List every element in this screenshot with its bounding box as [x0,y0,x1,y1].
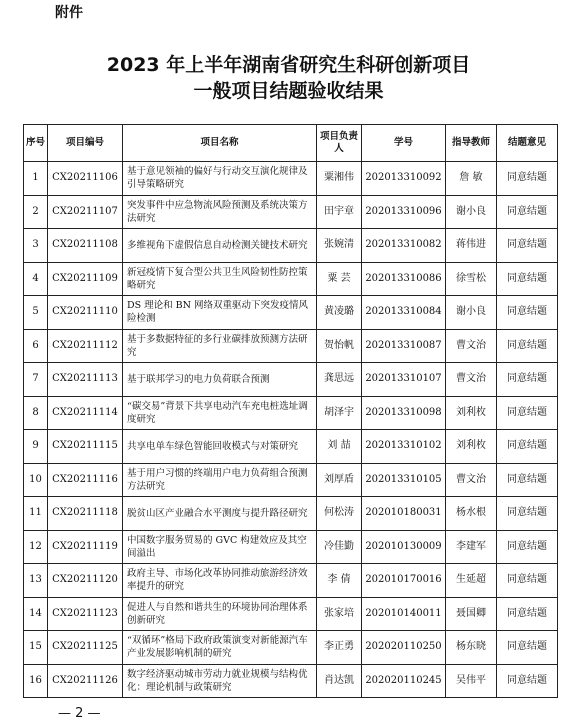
cell-seq: 13 [24,564,48,598]
cell-project-name: 共享电单车绿色智能回收模式与对策研究 [123,430,317,464]
cell-project-name: 脱贫山区产业融合水平测度与提升路径研究 [123,497,317,531]
header-project-code: 项目编号 [48,125,123,162]
cell-opinion: 同意结题 [497,631,558,665]
cell-project-code: CX20211115 [48,430,123,464]
cell-project-name: 政府主导、市场化改革协同推动旅游经济效率提升的研究 [123,564,317,598]
cell-project-code: CX20211118 [48,497,123,531]
table-row [24,396,558,430]
cell-student-id: 202010180031 [362,497,446,531]
cell-advisor: 詹 敏 [446,162,497,196]
cell-project-leader: 黄凌璐 [317,296,362,330]
cell-student-id: 202013310082 [362,229,446,263]
cell-project-leader: 田宇章 [317,195,362,229]
cell-advisor: 李建军 [446,530,497,564]
header-project-leader: 项目负责人 [317,125,362,162]
cell-advisor: 杨水根 [446,497,497,531]
cell-opinion: 同意结题 [497,664,558,698]
cell-advisor: 刘利枚 [446,430,497,464]
cell-opinion: 同意结题 [497,530,558,564]
cell-project-name: 促进人与自然和谐共生的环境协同治理体系创新研究 [123,597,317,631]
table-row [24,229,558,263]
cell-advisor: 曹文治 [446,463,497,497]
cell-project-name: 基于用户习惯的终端用户电力负荷组合预测方法研究 [123,463,317,497]
table-row [24,430,558,464]
cell-student-id: 202020110250 [362,631,446,665]
cell-project-leader: 张家培 [317,597,362,631]
cell-project-name: 基于联邦学习的电力负荷联合预测 [123,363,317,397]
table-header-row [24,125,558,162]
cell-project-leader: 粟 芸 [317,262,362,296]
cell-project-leader: 李正勇 [317,631,362,665]
cell-opinion: 同意结题 [497,162,558,196]
page-number: — 2 — [58,706,101,721]
cell-project-leader: 胡泽宇 [317,396,362,430]
cell-project-code: CX20211114 [48,396,123,430]
cell-seq: 7 [24,363,48,397]
table-row [24,564,558,598]
cell-seq: 2 [24,195,48,229]
cell-project-name: “双循环”格局下政府政策演变对新能源汽车产业发展影响机制的研究 [123,631,317,665]
cell-project-leader: 李 倩 [317,564,362,598]
cell-opinion: 同意结题 [497,296,558,330]
cell-advisor: 徐雪松 [446,262,497,296]
cell-advisor: 谢小良 [446,296,497,330]
cell-project-code: CX20211125 [48,631,123,665]
cell-opinion: 同意结题 [497,262,558,296]
cell-project-code: CX20211116 [48,463,123,497]
cell-seq: 14 [24,597,48,631]
cell-opinion: 同意结题 [497,396,558,430]
cell-opinion: 同意结题 [497,597,558,631]
cell-project-leader: 粟湘伟 [317,162,362,196]
cell-advisor: 蒋伟进 [446,229,497,263]
table-row [24,664,558,698]
cell-opinion: 同意结题 [497,463,558,497]
cell-advisor: 谢小良 [446,195,497,229]
cell-project-code: CX20211126 [48,664,123,698]
cell-project-code: CX20211108 [48,229,123,263]
cell-opinion: 同意结题 [497,329,558,363]
cell-project-name: DS 理论和 BN 网络双重驱动下突发疫情风险检测 [123,296,317,330]
cell-seq: 9 [24,430,48,464]
cell-advisor: 聂国卿 [446,597,497,631]
cell-seq: 15 [24,631,48,665]
cell-student-id: 202013310086 [362,262,446,296]
cell-project-leader: 肖达凯 [317,664,362,698]
cell-student-id: 202013310107 [362,363,446,397]
cell-project-code: CX20211110 [48,296,123,330]
cell-seq: 11 [24,497,48,531]
cell-advisor: 刘利枚 [446,396,497,430]
cell-seq: 8 [24,396,48,430]
cell-student-id: 202010140011 [362,597,446,631]
cell-project-leader: 刘 喆 [317,430,362,464]
cell-opinion: 同意结题 [497,497,558,531]
cell-seq: 10 [24,463,48,497]
cell-seq: 6 [24,329,48,363]
cell-advisor: 曹文治 [446,329,497,363]
header-project-name: 项目名称 [123,125,317,162]
header-opinion: 结题意见 [497,125,558,162]
cell-student-id: 202013310105 [362,463,446,497]
cell-student-id: 202010170016 [362,564,446,598]
cell-project-name: 数字经济驱动城市劳动力就业规模与结构优化：理论机制与政策研究 [123,664,317,698]
cell-opinion: 同意结题 [497,229,558,263]
cell-project-name: 基于意见领袖的偏好与行动交互演化规律及引导策略研究 [123,162,317,196]
cell-project-name: 多维视角下虚假信息自动检测关键技术研究 [123,229,317,263]
cell-project-leader: 何松涛 [317,497,362,531]
cell-student-id: 202013310098 [362,396,446,430]
cell-project-name: 突发事件中应急物流风险预测及系统决策方法研究 [123,195,317,229]
cell-project-name: 基于多数据特征的多行业碳排放预测方法研究 [123,329,317,363]
cell-seq: 16 [24,664,48,698]
table-body [24,162,558,698]
cell-student-id: 202013310092 [362,162,446,196]
cell-advisor: 吴伟平 [446,664,497,698]
cell-project-code: CX20211107 [48,195,123,229]
cell-project-leader: 张婉清 [317,229,362,263]
cell-opinion: 同意结题 [497,363,558,397]
header-advisor: 指导教师 [446,125,497,162]
cell-student-id: 202013310087 [362,329,446,363]
cell-student-id: 202010130009 [362,530,446,564]
cell-seq: 5 [24,296,48,330]
cell-project-leader: 刘厚盾 [317,463,362,497]
header-student-id: 学号 [362,125,446,162]
table-row [24,363,558,397]
cell-opinion: 同意结题 [497,564,558,598]
cell-seq: 12 [24,530,48,564]
cell-project-code: CX20211119 [48,530,123,564]
cell-student-id: 202013310084 [362,296,446,330]
cell-advisor: 杨东晓 [446,631,497,665]
table-row [24,631,558,665]
cell-project-code: CX20211123 [48,597,123,631]
cell-student-id: 202013310102 [362,430,446,464]
cell-opinion: 同意结题 [497,430,558,464]
cell-opinion: 同意结题 [497,195,558,229]
table-row [24,497,558,531]
cell-project-leader: 龚思远 [317,363,362,397]
header-seq: 序号 [24,125,48,162]
table-row [24,530,558,564]
document-title-line2: 一般项目结题验收结果 [193,80,384,102]
table-row [24,195,558,229]
cell-seq: 4 [24,262,48,296]
cell-project-name: 中国数字服务贸易的 GVC 构建效应及其空间溢出 [123,530,317,564]
cell-advisor: 生延超 [446,564,497,598]
table-row [24,162,558,196]
table-row [24,262,558,296]
cell-project-code: CX20211109 [48,262,123,296]
cell-project-code: CX20211120 [48,564,123,598]
results-table [23,124,558,698]
attachment-label: 附件 [55,5,83,21]
cell-project-code: CX20211106 [48,162,123,196]
cell-project-name: “碳交易”背景下共享电动汽车充电桩选址调度研究 [123,396,317,430]
cell-student-id: 202020110245 [362,664,446,698]
cell-project-name: 新冠疫情下复合型公共卫生风险韧性防控策略研究 [123,262,317,296]
table-row [24,329,558,363]
cell-project-leader: 冷佳勤 [317,530,362,564]
cell-student-id: 202013310096 [362,195,446,229]
cell-project-code: CX20211113 [48,363,123,397]
cell-seq: 1 [24,162,48,196]
document-title-line1: 2023 年上半年湖南省研究生科研创新项目 [106,54,471,76]
table-row [24,597,558,631]
cell-project-leader: 贺怡帆 [317,329,362,363]
cell-seq: 3 [24,229,48,263]
table-row [24,296,558,330]
cell-advisor: 曹文治 [446,363,497,397]
table-row [24,463,558,497]
cell-project-code: CX20211112 [48,329,123,363]
